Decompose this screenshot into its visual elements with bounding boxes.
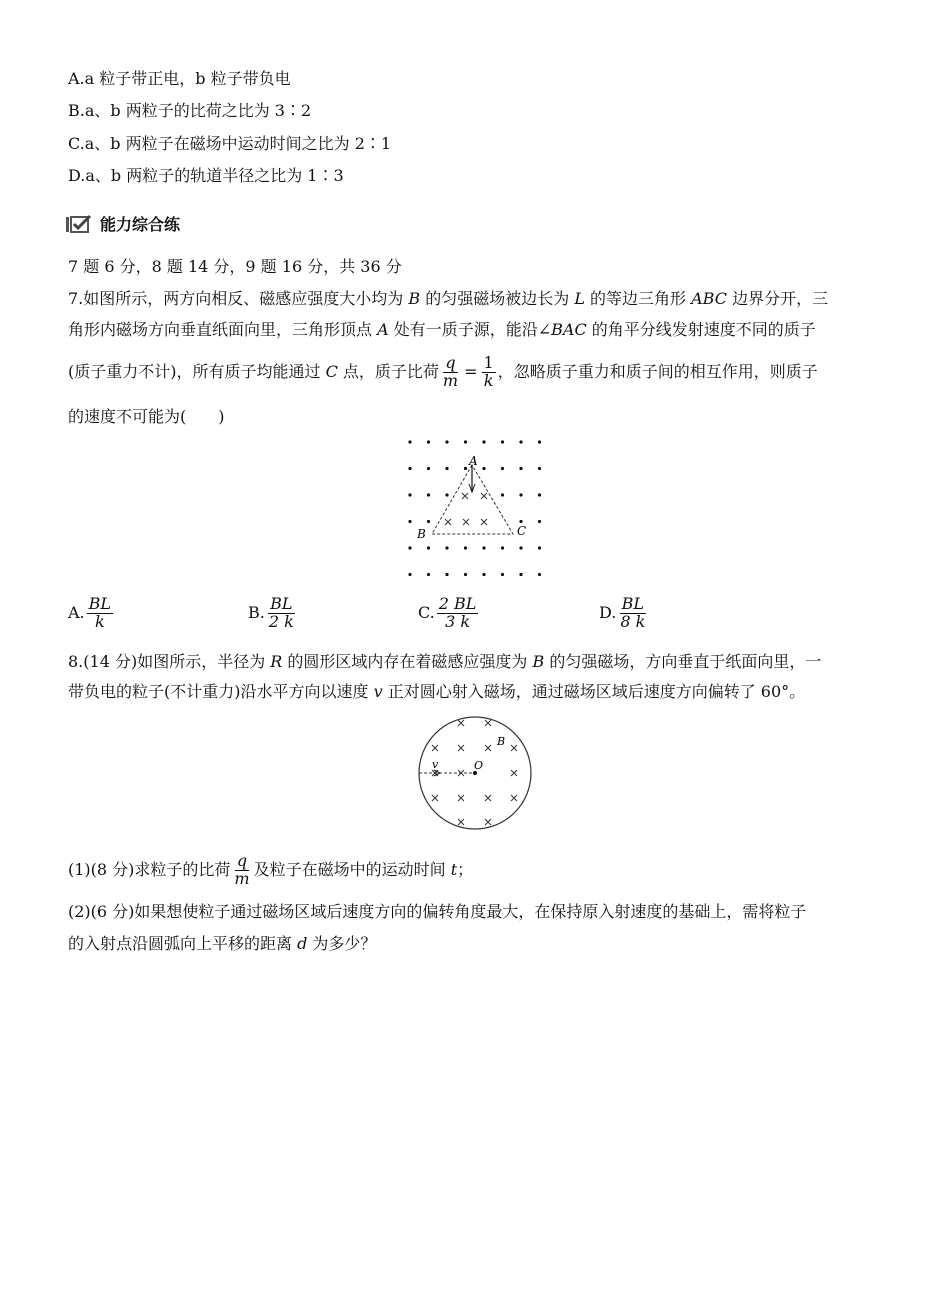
field-cross	[485, 795, 491, 801]
field-dot	[501, 573, 504, 576]
field-dot	[445, 440, 448, 443]
field-dot	[464, 573, 467, 576]
field-dot	[538, 467, 541, 470]
q7-line-1: 7.如图所示，两方向相反、磁感应强度大小均为 B 的匀强磁场被边长为 L 的等边三角形 ABC 边界分开，三	[68, 289, 829, 308]
field-cross	[458, 745, 464, 751]
field-dot	[538, 440, 541, 443]
field-dot	[427, 546, 430, 549]
vertex-label-b: B	[417, 527, 426, 541]
field-dot	[464, 546, 467, 549]
q7-triangle-figure	[395, 432, 555, 582]
field-dot	[482, 573, 485, 576]
field-dot	[538, 520, 541, 523]
vertex-label-a: A	[469, 454, 478, 468]
q7-line-4: 的速度不可能为( )	[68, 407, 225, 426]
field-dot	[427, 493, 430, 496]
field-dot	[519, 467, 522, 470]
section-header	[66, 212, 180, 235]
field-dot	[445, 493, 448, 496]
field-cross	[511, 795, 517, 801]
field-cross	[458, 720, 464, 726]
field-cross	[485, 745, 491, 751]
label-o: O	[474, 759, 484, 772]
q8-line-1: 8.(14 分)如图所示，半径为 R 的圆形区域内存在着磁感应强度为 B 的匀强磁场，方向垂直于纸面向里，一	[68, 652, 822, 671]
field-dot	[408, 520, 411, 523]
field-cross	[511, 745, 517, 751]
checklist-icon	[66, 214, 94, 234]
field-cross	[485, 720, 491, 726]
field-dot	[427, 440, 430, 443]
field-cross	[485, 819, 491, 825]
charge-mass-ratio: $\frac{q}{m}$	[442, 353, 459, 390]
section-title: 能力综合练	[100, 215, 181, 234]
field-dot	[445, 573, 448, 576]
field-dot	[538, 573, 541, 576]
field-dot	[519, 520, 522, 523]
score-line: 7 题 6 分，8 题 14 分，9 题 16 分，共 36 分	[68, 257, 402, 276]
field-dot	[464, 467, 467, 470]
field-dot	[427, 467, 430, 470]
option-b-prev: B.a、b 两粒子的比荷之比为 3∶2	[68, 101, 312, 120]
field-dot	[501, 440, 504, 443]
q8-line-2: 带负电的粒子(不计重力)沿水平方向以速度 v 正对圆心射入磁场，通过磁场区域后速度方向偏转了 60°。	[68, 682, 806, 701]
field-dot	[482, 467, 485, 470]
option-d-prev: D.a、b 两粒子的轨道半径之比为 1∶3	[68, 166, 344, 185]
vertex-label-c: C	[517, 524, 527, 538]
field-dot	[538, 493, 541, 496]
field-dot	[408, 573, 411, 576]
field-dot	[501, 493, 504, 496]
field-dot	[427, 573, 430, 576]
field-dot	[519, 546, 522, 549]
field-dot	[519, 440, 522, 443]
field-dot	[538, 546, 541, 549]
field-dot	[482, 546, 485, 549]
field-dot	[519, 493, 522, 496]
one-over-k: $\frac{1}{k}$	[483, 353, 494, 390]
field-dot	[408, 546, 411, 549]
q8-sub2-line-2: 的入射点沿圆弧向上平移的距离 d 为多少？	[68, 934, 377, 953]
option-c-prev: C.a、b 两粒子在磁场中运动时间之比为 2∶1	[68, 134, 392, 153]
label-b: B	[497, 735, 506, 748]
field-dot	[482, 440, 485, 443]
field-dot	[445, 467, 448, 470]
field-cross	[432, 795, 438, 801]
field-dot	[408, 493, 411, 496]
q7-line-2: 角形内磁场方向垂直纸面向里，三角形顶点 A 处有一质子源，能沿∠BAC 的角平分线发射速度不同的质子	[68, 320, 816, 339]
field-dot	[427, 520, 430, 523]
q7-choice-b: B. $\frac{BL}{2 k}$	[248, 594, 294, 631]
q8-sub1: (1)(8 分)求粒子的比荷 $\frac{q}{m}$ 及粒子在磁场中的运动时间 t；	[68, 851, 474, 888]
field-dot	[408, 440, 411, 443]
field-dot	[501, 546, 504, 549]
option-a-prev: A.a 粒子带正电，b 粒子带负电	[68, 69, 291, 88]
label-v: v	[432, 758, 439, 771]
q8-sub2-line-1: (2)(6 分)如果想使粒子通过磁场区域后速度方向的偏转角度最大，在保持原入射速度的基础上，需将粒子	[68, 902, 807, 921]
field-cross	[511, 770, 517, 776]
q8-circle-figure	[410, 712, 540, 836]
field-cross	[458, 795, 464, 801]
field-dot	[464, 440, 467, 443]
q7-choice-d: D. $\frac{BL}{8 k}$	[599, 594, 646, 631]
q7-choice-c: C. $\frac{2 BL}{3 k}$	[418, 594, 477, 631]
q7-line-3: (质子重力不计)，所有质子均能通过 C 点，质子比荷 $\frac{q}{m}$ = $\frac{1}{k}$ ，忽略质子重力和质子间的相互作用，则质子	[68, 353, 818, 390]
field-dot	[519, 573, 522, 576]
field-dot	[445, 546, 448, 549]
q7-choice-a: A. $\frac{BL}{k}$	[68, 594, 112, 631]
field-dot	[501, 467, 504, 470]
field-dot	[408, 467, 411, 470]
field-cross	[458, 819, 464, 825]
field-cross	[432, 745, 438, 751]
